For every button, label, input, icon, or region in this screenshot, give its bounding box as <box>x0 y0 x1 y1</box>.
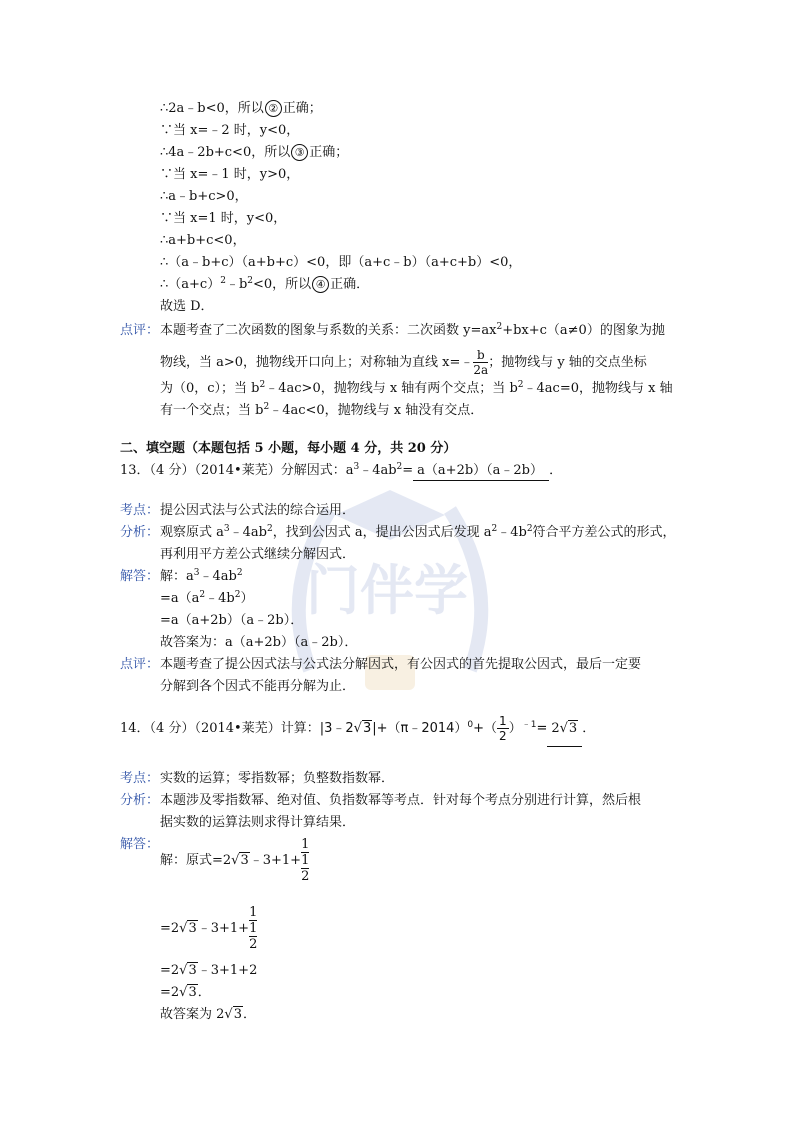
q14-fenxi-1: 本题涉及零指数幂、绝对值、负指数幂等考点．针对每个考点分别进行计算，然后根 <box>160 793 642 808</box>
q14-kaodian: 实数的运算；零指数幂；负整数指数幂． <box>160 771 395 786</box>
q13-kaodian: 提公因式法与公式法的综合运用． <box>160 503 356 518</box>
q13-jieda-4: 故答案为：a（a+2b）（a﹣2b）． <box>160 635 358 650</box>
review-label: 点评： <box>120 323 160 338</box>
q14-fenxi-2: 据实数的运算法则求得计算结果． <box>160 815 356 830</box>
q14-jieda-label: 解答： <box>120 837 160 852</box>
q13-answer: a（a+2b）（a﹣2b） <box>413 462 549 481</box>
q14-fenxi-label: 分析： <box>120 793 160 808</box>
section-heading: 二、填空题（本题包括 5 小题，每小题 4 分，共 20 分） <box>120 441 457 456</box>
q14-step-5: 故答案为 2√3． <box>160 1007 256 1022</box>
q13-jieda-label: 解答： <box>120 569 160 584</box>
q14-stem: 14．（4 分）（2014•莱芜）计算：|3﹣2√3|+（π﹣2014）$^0$+（ $\frac{1}{2}$ ）$^{﹣1}$= 2√3 ． <box>120 712 595 747</box>
solution-line-7: ∴a+b+c<0， <box>160 233 246 248</box>
solution-line-10: 故选 D． <box>160 299 214 314</box>
review-line-4: 有一个交点；当 $b^2﹣4ac<0$，抛物线与 x 轴没有交点． <box>160 402 484 418</box>
q13-jieda-2: $=a(a^2﹣4b^2)$ <box>160 590 254 606</box>
review-line-1: 本题考查了二次函数的图象与系数的关系：二次函数 $y=ax^2+bx+c(a\ne 0)$的图象为抛 <box>160 322 665 338</box>
q14-kaodian-label: 考点： <box>120 771 160 786</box>
q13-kaodian-label: 考点： <box>120 503 160 518</box>
solution-line-6: ∵当 x=1 时，y<0， <box>160 211 287 226</box>
q14-step-1: 解：原式=2√3﹣3+1+ 1 1 2 <box>160 837 310 884</box>
q14-step-4: =2√3． <box>160 985 211 1000</box>
solution-line-1: ∴2a﹣b<0，所以 ② 正确； <box>160 101 322 116</box>
review-line-2: 物线，当 a>0，抛物线开口向上；对称轴为直线 x=﹣ $\frac{b}{2a}$ ；抛物线与 y 轴的交点坐标 <box>160 348 647 377</box>
solution-line-9: $\therefore(a+c)^2﹣b^2<0$，所以 ④ 正确． <box>160 276 370 292</box>
q13-jieda-3: =a（a+2b）（a﹣2b）． <box>160 613 304 628</box>
q13-dianping-2: 分解到各个因式不能再分解为止． <box>160 679 356 694</box>
q14-step-3: =2√3﹣3+1+2 <box>160 963 258 978</box>
solution-line-4: ∵当 x=﹣1 时，y>0， <box>160 167 300 182</box>
q13-fenxi-1: 观察原式 $a^3﹣4ab^2$，找到公因式 a，提出公因式后发现 $a^2﹣4b^2$符合平方差公式的形式， <box>160 524 676 540</box>
watermark-text: 门伴学 <box>306 558 468 622</box>
solution-line-8: ∴（a﹣b+c）（a+b+c）<0，即（a+c﹣b）（a+c+b）<0， <box>160 255 522 270</box>
solution-line-2: ∵当 x=﹣2 时，y<0， <box>160 123 300 138</box>
q13-dianping-1: 本题考查了提公因式法与公式法分解因式，有公因式的首先提取公因式，最后一定要 <box>160 657 642 672</box>
review-line-3: 为（0，c）；当 $b^2﹣4ac>0$，抛物线与 x 轴有两个交点；当 $b^2﹣4ac=0$，抛物线与 x 轴 <box>160 380 673 396</box>
q13-stem: 13．（4 分）（2014•莱芜）分解因式：$a^3﹣4ab^2=$ a（a+2b）（a﹣2b） ． <box>120 462 562 481</box>
solution-line-3: ∴4a﹣2b+c<0，所以 ③ 正确； <box>160 145 349 160</box>
solution-line-5: ∴a﹣b+c>0， <box>160 189 248 204</box>
q14-answer: 2√3 <box>547 712 582 747</box>
q13-jieda-1: 解：$a^3﹣4ab^2$ <box>160 568 243 584</box>
q13-dianping-label: 点评： <box>120 657 160 672</box>
q13-fenxi-label: 分析： <box>120 525 160 540</box>
q14-step-2: =2√3﹣3+1+ 1 1 2 <box>160 905 258 952</box>
q13-fenxi-2: 再利用平方差公式继续分解因式． <box>160 547 356 562</box>
